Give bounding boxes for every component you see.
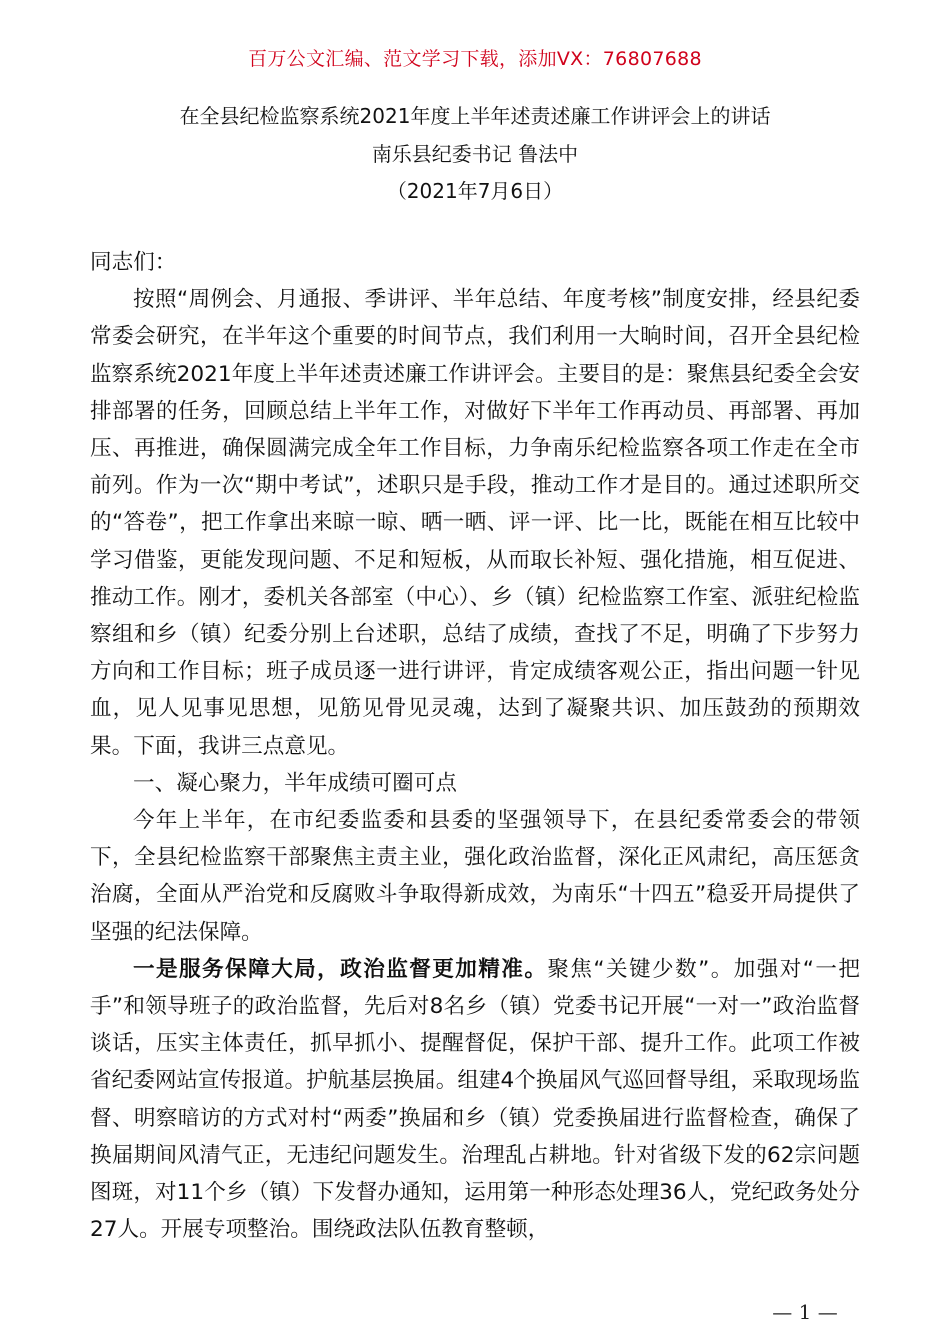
document-body bbox=[90, 244, 860, 1248]
paragraph-text: 聚焦“关键少数”。加强对“一把手”和领导班子的政治监督，先后对8名乡（镇）党委书记开展“一对一”政治监督谈话，压实主体责任，抓早抓小、提醒督促，保护干部、提升工作。此项工作被省纪委网站宣传报道。护航基层换届。组建4个换届风气巡回督导组，采取现场监督、明察暗访的方式对村“两委”换届和乡（镇）党委换届进行监督检查，确保了换届期间风清气正，无违纪问题发生。治理乱占耕地。针对省级下发的62宗问题图斑，对11个乡（镇）下发督办通知，运用第一种形态处理36人，党纪政务处分27人。开展专项整治。围绕政法队伍教育整顿， bbox=[90, 956, 861, 1243]
speaker-line: 南乐县纪委书记 鲁法中 bbox=[371, 142, 579, 166]
paragraph-political-supervision bbox=[90, 951, 860, 1249]
paragraph-lead-bold: 一是服务保障大局，政治监督更加精准。 bbox=[133, 956, 548, 982]
date-line: （2021年7月6日） bbox=[386, 179, 564, 203]
paragraph-summary: 今年上半年，在市纪委监委和县委的坚强领导下，在县纪委常委会的带领下，全县纪检监察干部聚焦主责主业，强化政治监督，深化正风肃纪，高压惩贪治腐，全面从严治党和反腐败斗争取得新成效，为南乐“十四五”稳妥开局提供了坚强的纪法保障。 bbox=[90, 808, 860, 945]
salutation: 同志们： bbox=[90, 250, 177, 275]
watermark-banner: 百万公文汇编、范文学习下载，添加VX：76807688 bbox=[248, 48, 702, 70]
document-title: 在全县纪检监察系统2021年度上半年述责述廉工作讲评会上的讲话 bbox=[179, 104, 771, 128]
paragraph-intro: 按照“周例会、月通报、季讲评、半年总结、年度考核”制度安排，经县纪委常委会研究，在半年这个重要的时间节点，我们利用一大晌时间，召开全县纪检监察系统2021年度上半年述责述廉工作讲评会。主要目的是：聚焦县纪委全会安排部署的任务，回顾总结上半年工作，对做好下半年工作再动员、再部署、再加压、再推进，确保圆满完成全年工作目标，力争南乐纪检监察各项工作走在全市前列。作为一次“期中考试”，述职只是手段，推动工作才是目的。通过述职所交的“答卷”，把工作拿出来晾一晾、晒一晒、评一评、比一比，既能在相互比较中学习借鉴，更能发现问题、不足和短板，从而取长补短、强化措施，相互促进、推动工作。刚才，委机关各部室（中心）、乡（镇）纪检监察工作室、派驻纪检监察组和乡（镇）纪委分别上台述职，总结了成绩，查找了不足，明确了下步努力方向和工作目标；班子成员逐一进行讲评，肯定成绩客观公正，指出问题一针见血，见人见事见思想，见筋见骨见灵魂，达到了凝聚共识、加压鼓劲的预期效果。下面，我讲三点意见。 bbox=[90, 287, 860, 759]
section-heading-1: 一、凝心聚力，半年成绩可圈可点 bbox=[133, 770, 457, 796]
page-number: — 1 — bbox=[772, 1300, 838, 1324]
